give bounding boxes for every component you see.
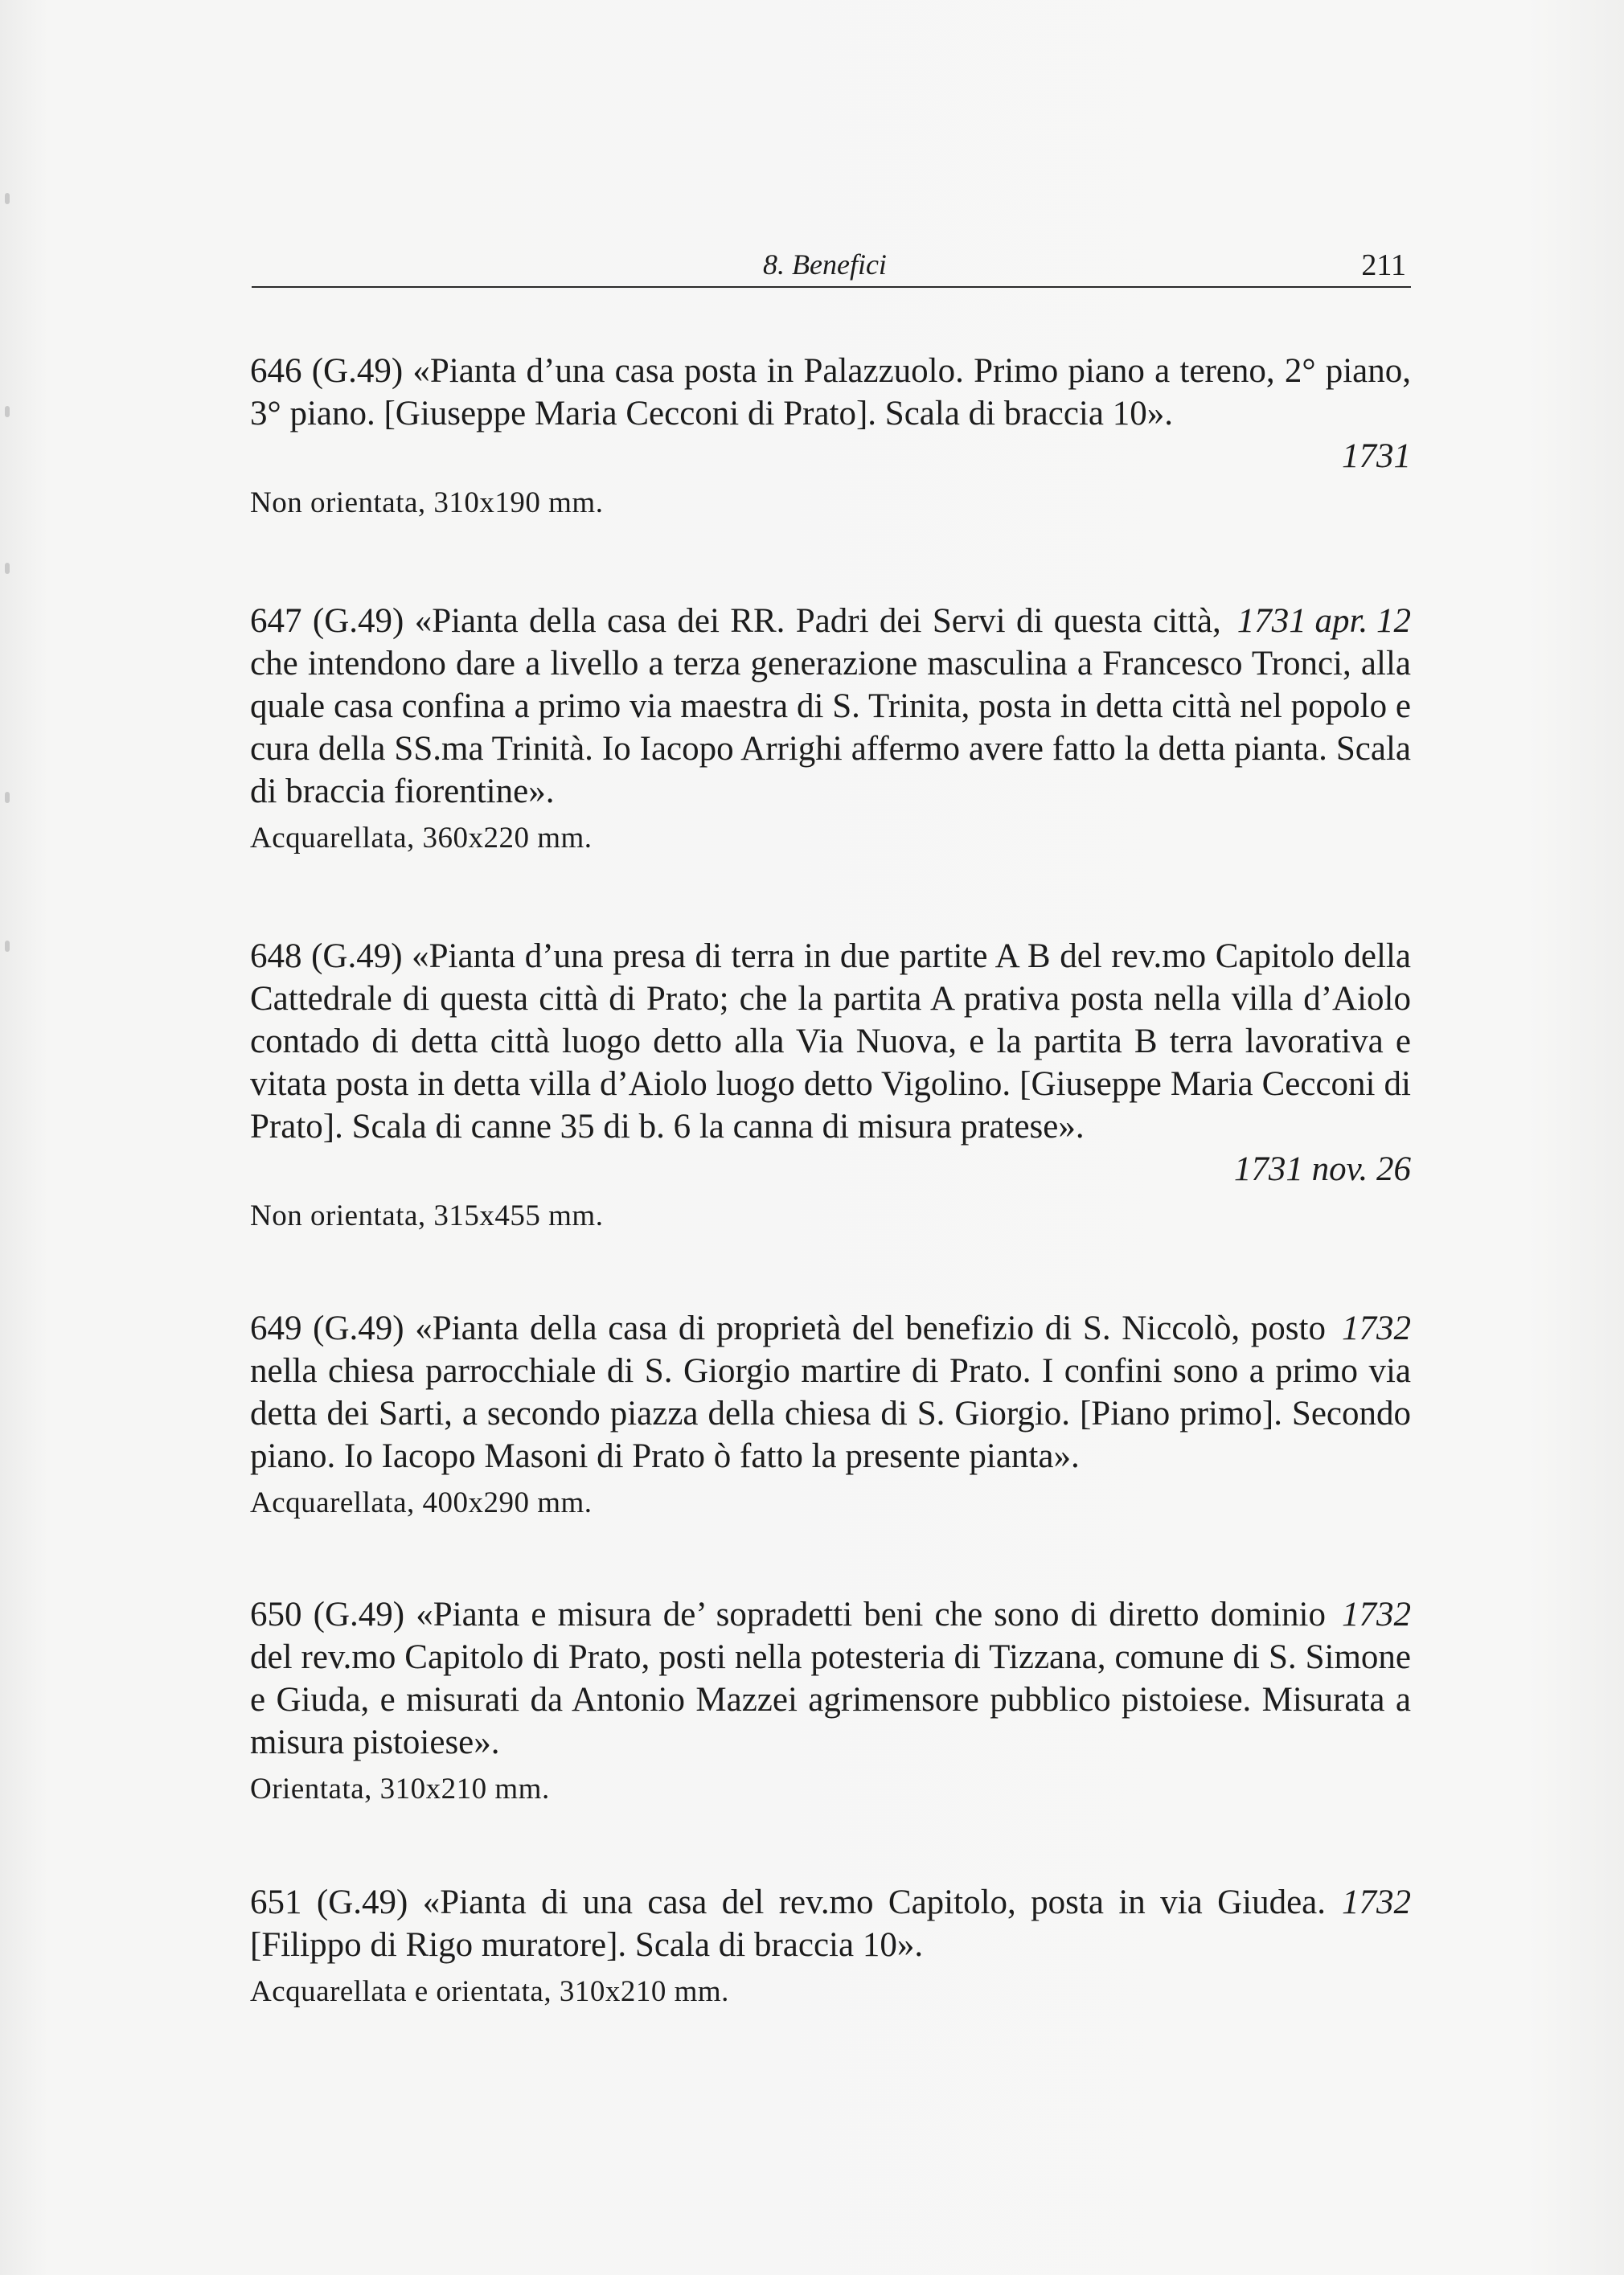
punch-hole-mark (5, 193, 10, 204)
catalog-entry (250, 1593, 1411, 1809)
entry-paragraph (250, 1881, 1411, 1966)
catalog-entry (250, 350, 1411, 523)
entry-text: 649 (G.49) «Pianta della casa di proprietà del benefizio di S. Niccolò, posto nella chiesa parrocchiale di S. Giorgio martire di Prato. I confini sono a primo via detta dei Sarti, a secondo piazza della chiesa di S. Giorgio. [Piano primo]. Secondo piano. Io Iacopo Masoni di Prato ò fatto la presente pianta». (250, 1310, 1411, 1475)
entry-paragraph (250, 1307, 1411, 1478)
entry-paragraph (250, 1593, 1411, 1764)
entry-description: Acquarellata e orientata, 310x210 mm. (250, 1975, 729, 2008)
punch-hole-mark (5, 792, 10, 803)
entry-date: 1731 nov. 26 (1233, 1150, 1411, 1188)
page-number: 211 (1361, 248, 1406, 282)
entry-text: 647 (G.49) «Pianta della casa dei RR. Padri dei Servi di questa città, che intendono dare a livello a terza generazione masculina a Francesco Tronci, alla quale casa confina a primo via maestra di S. Trinita, posta in detta città nel popolo e cura della SS.ma Trinità. Io Iacopo Arrighi affermo avere fatto la detta pianta. Scala di braccia fiorentine». (250, 602, 1411, 810)
entry-description: Non orientata, 315x455 mm. (250, 1199, 604, 1232)
entry-description: Acquarellata, 400x290 mm. (250, 1486, 593, 1519)
entry-text: 651 (G.49) «Pianta di una casa del rev.mo Capitolo, posta in via Giudea. [Filippo di Rigo muratore]. Scala di braccia 10». (250, 1884, 1326, 1964)
catalog-entry (250, 935, 1411, 1236)
punch-hole-mark (5, 563, 10, 574)
entry-description: Acquarellata, 360x220 mm. (250, 822, 593, 855)
entry-date: 1731 (1342, 437, 1411, 475)
page-header (252, 248, 1411, 288)
catalog-entry (250, 1881, 1411, 2011)
catalog-entry (250, 600, 1411, 858)
entry-description: Orientata, 310x210 mm. (250, 1773, 550, 1806)
punch-hole-mark (5, 406, 10, 417)
punch-hole-mark (5, 941, 10, 952)
entry-date: 1732 (1342, 1310, 1411, 1347)
entry-date: 1732 (1342, 1884, 1411, 1921)
running-title: 8. Benefici (763, 248, 887, 281)
entry-description: Non orientata, 310x190 mm. (250, 486, 604, 519)
entry-date: 1731 apr. 12 (1236, 602, 1411, 640)
entry-text: 650 (G.49) «Pianta e misura de’ sopradetti beni che sono di diretto dominio del rev.mo Capitolo di Prato, posti nella potesteria di Tizzana, comune di S. Simone e Giuda, e misurati da Antonio Mazzei agrimensore pubblico pistoiese. Misurata a misura pistoiese». (250, 1596, 1411, 1761)
entry-text: 646 (G.49) «Pianta d’una casa posta in Palazzuolo. Primo piano a tereno, 2° piano, 3° piano. [Giuseppe Maria Cecconi di Prato]. Scala di braccia 10». (250, 352, 1411, 432)
entry-paragraph (250, 600, 1411, 813)
catalog-entry (250, 1307, 1411, 1523)
entry-text: 648 (G.49) «Pianta d’una presa di terra in due partite A B del rev.mo Capitolo della Cattedrale di questa città di Prato; che la partita A prativa posta nella villa d’Aiolo contado di detta città luogo detto alla Via Nuova, e la partita B terra lavorativa e vitata posta in detta villa d’Aiolo luogo detto Vigolino. [Giuseppe Maria Cecconi di Prato]. Scala di canne 35 di b. 6 la canna di misura pratese». (250, 937, 1411, 1146)
entry-date: 1732 (1342, 1596, 1411, 1633)
